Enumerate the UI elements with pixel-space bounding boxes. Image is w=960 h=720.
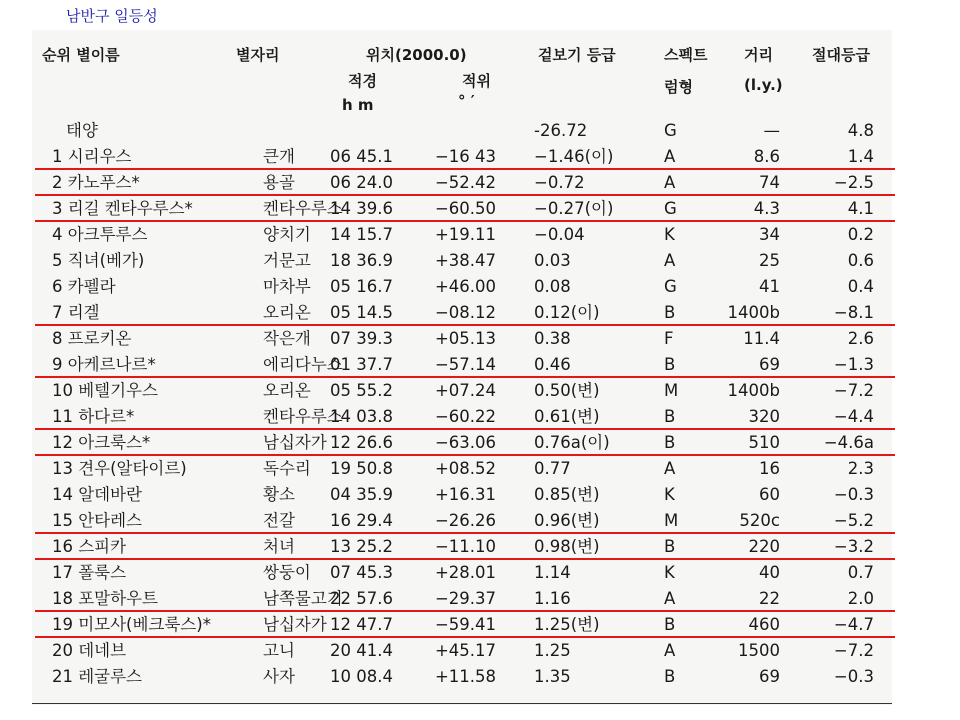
apparent-mag-cell: 1.14 bbox=[534, 563, 571, 582]
star-name: 11 하다르* bbox=[52, 407, 135, 426]
distance-cell: 40 bbox=[759, 563, 780, 582]
header-constellation: 별자리 bbox=[236, 46, 280, 64]
ra-cell: 07 39.3 bbox=[330, 329, 393, 348]
table-row bbox=[0, 300, 960, 326]
ra-cell: 12 47.7 bbox=[330, 615, 393, 634]
ra-cell: 13 25.2 bbox=[330, 537, 393, 556]
dec-cell: +28.01 bbox=[434, 563, 496, 582]
absolute-mag-cell: 0.2 bbox=[847, 225, 874, 244]
ra-cell: 14 03.8 bbox=[330, 407, 393, 426]
apparent-mag-cell: 0.08 bbox=[534, 277, 571, 296]
absolute-mag-cell: −2.5 bbox=[833, 173, 874, 192]
apparent-mag-cell: −0.72 bbox=[534, 173, 585, 192]
ra-cell: 12 26.6 bbox=[330, 433, 393, 452]
apparent-mag-cell: 0.77 bbox=[534, 459, 571, 478]
distance-cell: 8.6 bbox=[753, 147, 780, 166]
table-row bbox=[0, 482, 960, 508]
dec-cell: −08.12 bbox=[434, 303, 496, 322]
constellation-cell: 켄타우루스 bbox=[263, 199, 343, 218]
constellation-cell: 양치기 bbox=[263, 225, 311, 244]
apparent-mag-cell: 0.85(변) bbox=[534, 485, 600, 504]
constellation-cell: 큰개 bbox=[263, 147, 295, 166]
distance-cell: 74 bbox=[759, 173, 780, 192]
spectral-type-cell: M bbox=[664, 381, 679, 400]
spectral-type-cell: K bbox=[664, 563, 675, 582]
distance-cell: 69 bbox=[759, 667, 780, 686]
constellation-cell: 고니 bbox=[263, 641, 295, 660]
table-row bbox=[0, 534, 960, 560]
dec-cell: +11.58 bbox=[434, 667, 496, 686]
distance-cell: 16 bbox=[759, 459, 780, 478]
header-dec-unit: ° ′ bbox=[458, 92, 475, 110]
table-row bbox=[0, 222, 960, 248]
spectral-type-cell: A bbox=[664, 251, 676, 270]
distance-cell: 460 bbox=[748, 615, 780, 634]
absolute-mag-cell: −0.3 bbox=[833, 485, 874, 504]
distance-cell: 22 bbox=[759, 589, 780, 608]
star-name: 12 아크룩스* bbox=[52, 433, 151, 452]
table-row bbox=[0, 248, 960, 274]
ra-cell: 14 39.6 bbox=[330, 199, 393, 218]
dec-cell: −63.06 bbox=[434, 433, 496, 452]
constellation-cell: 남십자가 bbox=[263, 615, 327, 634]
dec-cell: −60.50 bbox=[434, 199, 496, 218]
star-name: 5 직녀(베가) bbox=[52, 251, 145, 270]
page-title: 남반구 일등성 bbox=[66, 7, 158, 25]
dec-cell: −29.37 bbox=[434, 589, 496, 608]
table-row bbox=[0, 456, 960, 482]
table-row bbox=[0, 586, 960, 612]
distance-cell: 1500 bbox=[738, 641, 780, 660]
constellation-cell: 오리온 bbox=[263, 303, 311, 322]
table-row bbox=[0, 508, 960, 534]
absolute-mag-cell: 0.7 bbox=[847, 563, 874, 582]
constellation-cell: 거문고 bbox=[263, 251, 311, 270]
absolute-mag-cell: −4.6a bbox=[823, 433, 874, 452]
absolute-mag-cell: −3.2 bbox=[833, 537, 874, 556]
spectral-type-cell: A bbox=[664, 459, 676, 478]
ra-cell: 18 36.9 bbox=[330, 251, 393, 270]
spectral-type-cell: G bbox=[664, 277, 677, 296]
spectral-type-cell: B bbox=[664, 303, 676, 322]
header-distance: 거리 bbox=[744, 46, 773, 64]
table-row bbox=[0, 378, 960, 404]
table-row bbox=[0, 430, 960, 456]
table-row bbox=[0, 612, 960, 638]
star-name: 13 견우(알타이르) bbox=[52, 459, 187, 478]
dec-cell: +08.52 bbox=[434, 459, 496, 478]
distance-cell: 510 bbox=[748, 433, 780, 452]
spectral-type-cell: A bbox=[664, 589, 676, 608]
ra-cell: 16 29.4 bbox=[330, 511, 393, 530]
table-row bbox=[0, 352, 960, 378]
constellation-cell: 용골 bbox=[263, 173, 295, 192]
apparent-mag-cell: 0.50(변) bbox=[534, 381, 600, 400]
star-name: 17 폴룩스 bbox=[52, 563, 127, 582]
star-name: 10 베텔기우스 bbox=[52, 381, 158, 400]
dec-cell: +05.13 bbox=[434, 329, 496, 348]
apparent-mag-cell: 0.38 bbox=[534, 329, 571, 348]
constellation-cell: 쌍둥이 bbox=[263, 563, 311, 582]
star-name: 7 리겔 bbox=[52, 303, 100, 322]
header-ra-unit: h m bbox=[342, 96, 374, 114]
apparent-mag-cell: 0.12(이) bbox=[534, 303, 600, 322]
bottom-rule bbox=[32, 703, 892, 704]
ra-cell: 01 37.7 bbox=[330, 355, 393, 374]
header-spectral: 스펙트 bbox=[664, 46, 708, 64]
spectral-type-cell: F bbox=[664, 329, 674, 348]
apparent-mag-cell: -26.72 bbox=[534, 121, 588, 140]
spectral-type-cell: A bbox=[664, 173, 676, 192]
star-name: 태양 bbox=[66, 121, 98, 140]
star-name: 14 알데바란 bbox=[52, 485, 142, 504]
absolute-mag-cell: −7.2 bbox=[833, 381, 874, 400]
dec-cell: +45.17 bbox=[434, 641, 496, 660]
star-name: 3 리길 켄타우루스* bbox=[52, 199, 193, 218]
apparent-mag-cell: 0.61(변) bbox=[534, 407, 600, 426]
distance-cell: 69 bbox=[759, 355, 780, 374]
table-row bbox=[0, 404, 960, 430]
absolute-mag-cell: 4.1 bbox=[847, 199, 874, 218]
apparent-mag-cell: 0.03 bbox=[534, 251, 571, 270]
ra-cell: 05 16.7 bbox=[330, 277, 393, 296]
header-apparent-magnitude: 겉보기 등급 bbox=[538, 46, 616, 64]
constellation-cell: 독수리 bbox=[263, 459, 311, 478]
star-name: 2 카노푸스* bbox=[52, 173, 140, 192]
spectral-type-cell: K bbox=[664, 225, 675, 244]
constellation-cell: 사자 bbox=[263, 667, 295, 686]
absolute-mag-cell: 2.6 bbox=[847, 329, 874, 348]
absolute-mag-cell: −5.2 bbox=[833, 511, 874, 530]
spectral-type-cell: B bbox=[664, 537, 676, 556]
apparent-mag-cell: −0.27(이) bbox=[534, 199, 614, 218]
dec-cell: +46.00 bbox=[434, 277, 496, 296]
apparent-mag-cell: 0.76a(이) bbox=[534, 433, 610, 452]
distance-cell: 1400b bbox=[727, 381, 780, 400]
star-name: 15 안타레스 bbox=[52, 511, 142, 530]
constellation-cell: 오리온 bbox=[263, 381, 311, 400]
spectral-type-cell: B bbox=[664, 667, 676, 686]
dec-cell: −11.10 bbox=[434, 537, 496, 556]
star-name: 20 데네브 bbox=[52, 641, 127, 660]
star-name: 19 미모사(베크룩스)* bbox=[52, 615, 211, 634]
ra-cell: 07 45.3 bbox=[330, 563, 393, 582]
constellation-cell: 황소 bbox=[263, 485, 295, 504]
ra-cell: 19 50.8 bbox=[330, 459, 393, 478]
constellation-cell: 처녀 bbox=[263, 537, 295, 556]
star-name: 18 포말하우트 bbox=[52, 589, 158, 608]
absolute-mag-cell: 0.4 bbox=[847, 277, 874, 296]
spectral-type-cell: K bbox=[664, 485, 675, 504]
distance-cell: 25 bbox=[759, 251, 780, 270]
table-row bbox=[0, 144, 960, 170]
header-rank-name: 순위 별이름 bbox=[42, 46, 120, 64]
constellation-cell: 남쪽물고기 bbox=[263, 589, 343, 608]
ra-cell: 14 15.7 bbox=[330, 225, 393, 244]
table-row bbox=[0, 638, 960, 664]
apparent-mag-cell: 1.16 bbox=[534, 589, 571, 608]
table-row bbox=[0, 326, 960, 352]
distance-cell: 320 bbox=[748, 407, 780, 426]
table-row bbox=[0, 560, 960, 586]
apparent-mag-cell: 1.35 bbox=[534, 667, 571, 686]
distance-cell: 520c bbox=[739, 511, 780, 530]
header-right-ascension: 적경 bbox=[348, 72, 377, 90]
spectral-type-cell: M bbox=[664, 511, 679, 530]
spectral-type-cell: A bbox=[664, 641, 676, 660]
table-row bbox=[0, 274, 960, 300]
table-row bbox=[0, 196, 960, 222]
header-distance-unit: (l.y.) bbox=[744, 76, 783, 94]
star-name: 1 시리우스 bbox=[52, 147, 132, 166]
dec-cell: +07.24 bbox=[434, 381, 496, 400]
constellation-cell: 켄타우루스 bbox=[263, 407, 343, 426]
dec-cell: −52.42 bbox=[434, 173, 496, 192]
dec-cell: −57.14 bbox=[434, 355, 496, 374]
dec-cell: −16 43 bbox=[434, 147, 496, 166]
ra-cell: 22 57.6 bbox=[330, 589, 393, 608]
star-name: 4 아크투루스 bbox=[52, 225, 148, 244]
ra-cell: 04 35.9 bbox=[330, 485, 393, 504]
distance-cell: 60 bbox=[759, 485, 780, 504]
distance-cell: 11.4 bbox=[743, 329, 780, 348]
table-row bbox=[0, 664, 960, 690]
constellation-cell: 작은개 bbox=[263, 329, 311, 348]
apparent-mag-cell: −1.46(이) bbox=[534, 147, 614, 166]
header-position: 위치(2000.0) bbox=[366, 46, 467, 64]
spectral-type-cell: B bbox=[664, 355, 676, 374]
table-row bbox=[0, 118, 960, 144]
constellation-cell: 마차부 bbox=[263, 277, 311, 296]
apparent-mag-cell: −0.04 bbox=[534, 225, 585, 244]
absolute-mag-cell: −8.1 bbox=[833, 303, 874, 322]
ra-cell: 20 41.4 bbox=[330, 641, 393, 660]
header-spectral-type: 럼형 bbox=[664, 78, 693, 96]
absolute-mag-cell: −4.4 bbox=[833, 407, 874, 426]
ra-cell: 06 45.1 bbox=[330, 147, 393, 166]
spectral-type-cell: G bbox=[664, 121, 677, 140]
star-name: 9 아케르나르* bbox=[52, 355, 156, 374]
table-row bbox=[0, 170, 960, 196]
dec-cell: −26.26 bbox=[434, 511, 496, 530]
absolute-mag-cell: −4.7 bbox=[833, 615, 874, 634]
apparent-mag-cell: 0.98(변) bbox=[534, 537, 600, 556]
absolute-mag-cell: 0.6 bbox=[847, 251, 874, 270]
absolute-mag-cell: 4.8 bbox=[847, 121, 874, 140]
apparent-mag-cell: 0.46 bbox=[534, 355, 571, 374]
star-name: 6 카펠라 bbox=[52, 277, 116, 296]
absolute-mag-cell: 2.0 bbox=[847, 589, 874, 608]
absolute-mag-cell: −1.3 bbox=[833, 355, 874, 374]
ra-cell: 05 14.5 bbox=[330, 303, 393, 322]
absolute-mag-cell: −0.3 bbox=[833, 667, 874, 686]
constellation-cell: 에리다누스 bbox=[263, 355, 343, 374]
spectral-type-cell: B bbox=[664, 407, 676, 426]
ra-cell: 05 55.2 bbox=[330, 381, 393, 400]
dec-cell: +16.31 bbox=[434, 485, 496, 504]
ra-cell: 06 24.0 bbox=[330, 173, 393, 192]
apparent-mag-cell: 1.25 bbox=[534, 641, 571, 660]
header-declination: 적위 bbox=[462, 72, 491, 90]
spectral-type-cell: B bbox=[664, 433, 676, 452]
distance-cell: 220 bbox=[748, 537, 780, 556]
spectral-type-cell: B bbox=[664, 615, 676, 634]
distance-cell: 1400b bbox=[727, 303, 780, 322]
absolute-mag-cell: −7.2 bbox=[833, 641, 874, 660]
star-name: 21 레굴루스 bbox=[52, 667, 142, 686]
constellation-cell: 남십자가 bbox=[263, 433, 327, 452]
apparent-mag-cell: 1.25(변) bbox=[534, 615, 600, 634]
dec-cell: +19.11 bbox=[434, 225, 496, 244]
star-name: 8 프로키온 bbox=[52, 329, 132, 348]
apparent-mag-cell: 0.96(변) bbox=[534, 511, 600, 530]
distance-cell: 41 bbox=[759, 277, 780, 296]
distance-cell: — bbox=[763, 121, 780, 140]
ra-cell: 10 08.4 bbox=[330, 667, 393, 686]
dec-cell: +38.47 bbox=[434, 251, 496, 270]
dec-cell: −60.22 bbox=[434, 407, 496, 426]
absolute-mag-cell: 2.3 bbox=[847, 459, 874, 478]
distance-cell: 34 bbox=[759, 225, 780, 244]
star-name: 16 스피카 bbox=[52, 537, 127, 556]
spectral-type-cell: G bbox=[664, 199, 677, 218]
dec-cell: −59.41 bbox=[434, 615, 496, 634]
constellation-cell: 전갈 bbox=[263, 511, 295, 530]
distance-cell: 4.3 bbox=[753, 199, 780, 218]
spectral-type-cell: A bbox=[664, 147, 676, 166]
absolute-mag-cell: 1.4 bbox=[847, 147, 874, 166]
header-absolute-magnitude: 절대등급 bbox=[812, 46, 870, 64]
